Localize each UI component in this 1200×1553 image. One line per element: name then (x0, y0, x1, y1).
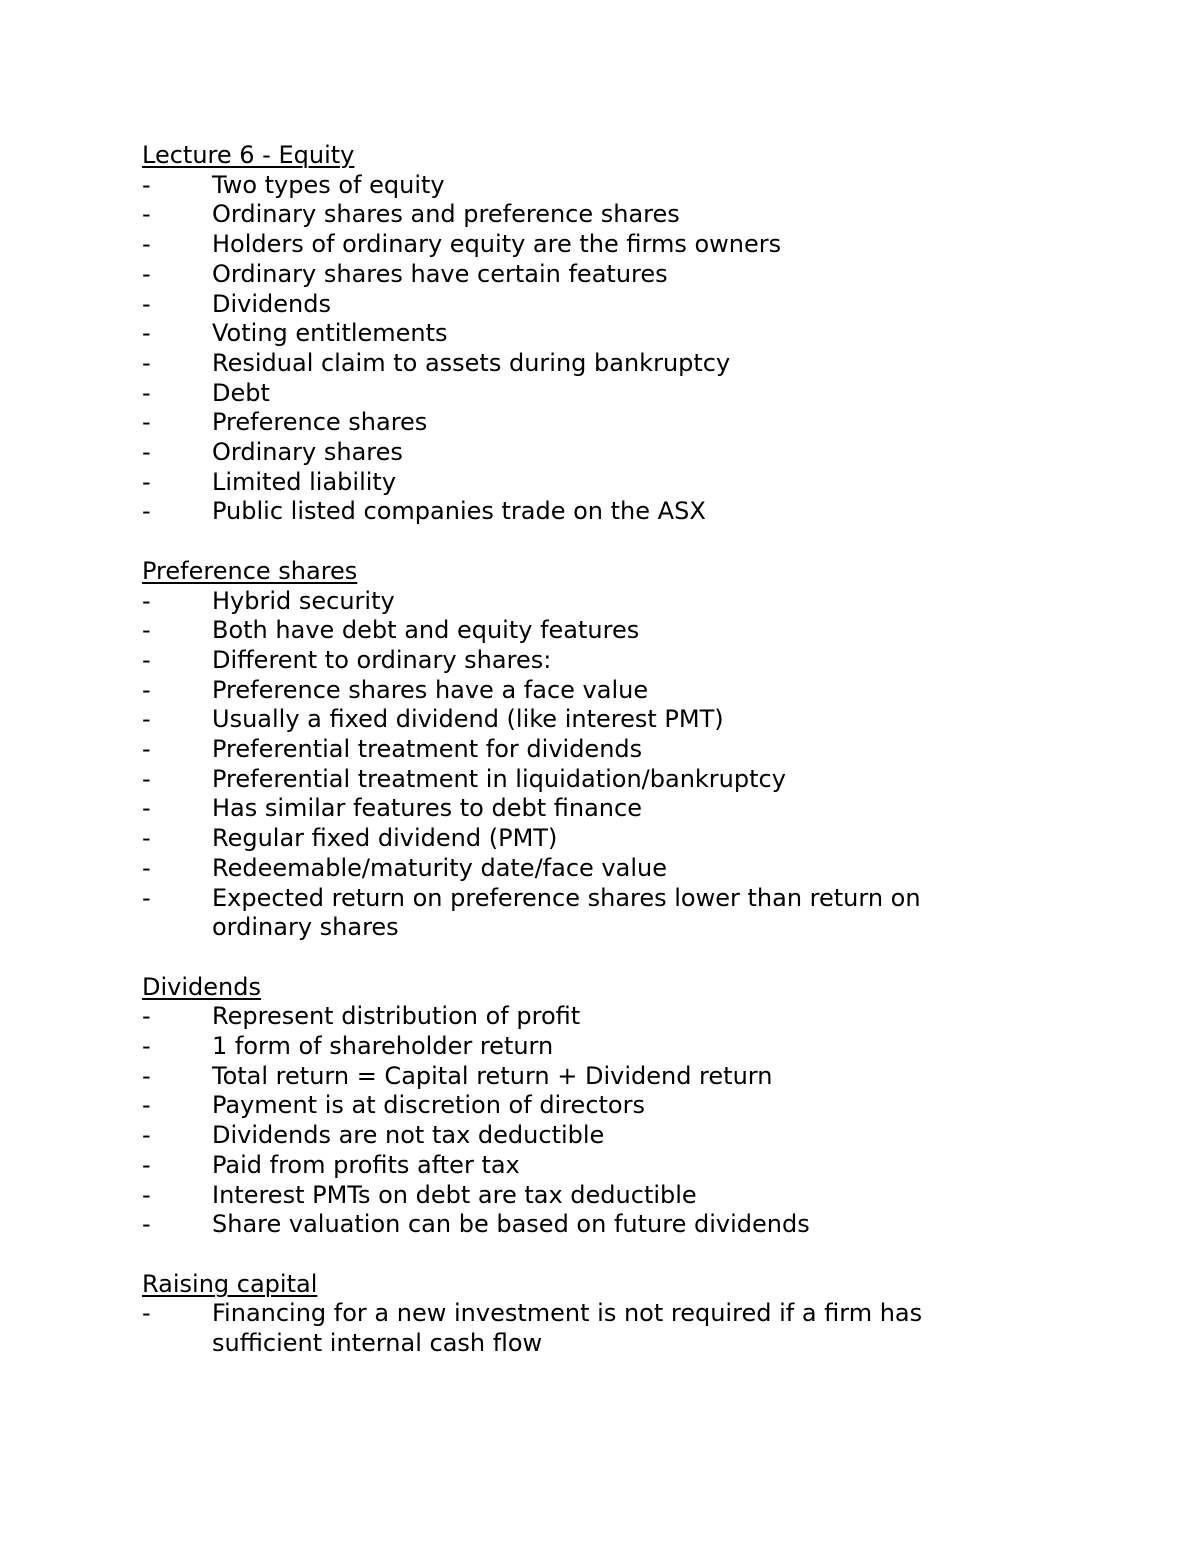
list-item-text: Debt (212, 378, 270, 407)
list-item-text: Limited liability (212, 467, 397, 496)
bullet-dash: - (142, 289, 151, 318)
document-page (142, 141, 992, 1388)
list-item-text: 1 form of shareholder return (212, 1032, 554, 1061)
list-item (142, 1002, 992, 1032)
list-item (142, 1091, 992, 1121)
list-item (142, 497, 992, 527)
list-item (142, 260, 992, 290)
list-item (142, 438, 992, 468)
list-item (142, 1210, 992, 1240)
list-item (142, 1181, 992, 1211)
bullet-dash: - (142, 259, 151, 288)
list-item-text: Paid from profits after tax (212, 1150, 520, 1179)
bullet-dash: - (142, 1299, 151, 1328)
section-heading: Preference shares (142, 556, 358, 585)
bullet-dash: - (142, 1121, 151, 1150)
bullet-dash: - (142, 794, 151, 823)
list-item (142, 468, 992, 498)
list-item-text: Redeemable/maturity date/face value (212, 853, 667, 882)
list-item-text: Two types of equity (212, 170, 445, 199)
bullet-dash: - (142, 1180, 151, 1209)
list-item-text: Ordinary shares and preference shares (212, 200, 680, 229)
bullet-dash: - (142, 1150, 151, 1179)
list-item (142, 854, 992, 884)
list-item-text: Interest PMTs on debt are tax deductible (212, 1180, 697, 1209)
bullet-dash: - (142, 348, 151, 377)
bullet-dash: - (142, 1061, 151, 1090)
list-item-text: Dividends are not tax deductible (212, 1121, 605, 1150)
list-item-text: Different to ordinary shares: (212, 645, 552, 674)
bullet-dash: - (142, 735, 151, 764)
list-item-text: Ordinary shares (212, 438, 403, 467)
list-item (142, 1121, 992, 1151)
list-item-text: Both have debt and equity features (212, 616, 640, 645)
list-item-text: Preference shares (212, 408, 428, 437)
bullet-dash: - (142, 645, 151, 674)
list-item (142, 230, 992, 260)
bullet-dash: - (142, 408, 151, 437)
bullet-dash: - (142, 586, 151, 615)
list-item-text: Payment is at discretion of directors (212, 1091, 645, 1120)
bullet-dash: - (142, 497, 151, 526)
list-item-text: Hybrid security (212, 586, 395, 615)
list-item-text: Expected return on preference shares lower than return on ordinary shares (212, 883, 921, 942)
list-item (142, 200, 992, 230)
list-item-text: Dividends (212, 289, 331, 318)
bullet-dash: - (142, 1002, 151, 1031)
list-item (142, 884, 992, 943)
list-item (142, 794, 992, 824)
list-item-text: Ordinary shares have certain features (212, 259, 668, 288)
list-item (142, 290, 992, 320)
list-item-text: Public listed companies trade on the ASX (212, 497, 706, 526)
list-item-text: Residual claim to assets during bankruptcy (212, 348, 731, 377)
list-item-text: Preferential treatment in liquidation/bankruptcy (212, 764, 786, 793)
list-item-text: Usually a fixed dividend (like interest PMT) (212, 705, 724, 734)
list-item-text: Preference shares have a face value (212, 675, 649, 704)
bullet-dash: - (142, 1032, 151, 1061)
list-item-text: Share valuation can be based on future dividends (212, 1210, 810, 1239)
list-item-text: Represent distribution of profit (212, 1002, 581, 1031)
bullet-dash: - (142, 675, 151, 704)
bullet-dash: - (142, 853, 151, 882)
section-raising-capital (142, 1270, 992, 1359)
list-item-text: Holders of ordinary equity are the firms owners (212, 230, 782, 259)
list-item (142, 319, 992, 349)
section-heading: Dividends (142, 972, 261, 1001)
list-item (142, 1151, 992, 1181)
section-heading: Lecture 6 - Equity (142, 141, 355, 169)
list-item (142, 1299, 992, 1358)
list-item (142, 408, 992, 438)
bullet-dash: - (142, 705, 151, 734)
list-item (142, 765, 992, 795)
list-item (142, 587, 992, 617)
list-item (142, 676, 992, 706)
bullet-dash: - (142, 616, 151, 645)
section-dividends (142, 973, 992, 1240)
list-item (142, 646, 992, 676)
section-preference-shares (142, 557, 992, 943)
bullet-dash: - (142, 200, 151, 229)
list-item (142, 616, 992, 646)
section-equity (142, 141, 992, 527)
list-item (142, 171, 992, 201)
section-heading: Raising capital (142, 1269, 318, 1298)
bullet-dash: - (142, 378, 151, 407)
list-item-text: Total return = Capital return + Dividend return (212, 1061, 773, 1090)
bullet-dash: - (142, 824, 151, 853)
list-item (142, 1062, 992, 1092)
bullet-dash: - (142, 1091, 151, 1120)
bullet-dash: - (142, 467, 151, 496)
bullet-dash: - (142, 170, 151, 199)
bullet-dash: - (142, 230, 151, 259)
bullet-dash: - (142, 1210, 151, 1239)
list-item (142, 1032, 992, 1062)
list-item-text: Regular fixed dividend (PMT) (212, 824, 558, 853)
list-item (142, 349, 992, 379)
list-item (142, 705, 992, 735)
list-item-text: Has similar features to debt finance (212, 794, 642, 823)
list-item-text: Preferential treatment for dividends (212, 735, 643, 764)
list-item (142, 379, 992, 409)
list-item (142, 735, 992, 765)
list-item-text: Voting entitlements (212, 319, 448, 348)
bullet-dash: - (142, 883, 151, 912)
bullet-dash: - (142, 438, 151, 467)
list-item-text: Financing for a new investment is not required if a firm has sufficient internal cash flow (212, 1299, 923, 1358)
bullet-dash: - (142, 764, 151, 793)
bullet-dash: - (142, 319, 151, 348)
list-item (142, 824, 992, 854)
